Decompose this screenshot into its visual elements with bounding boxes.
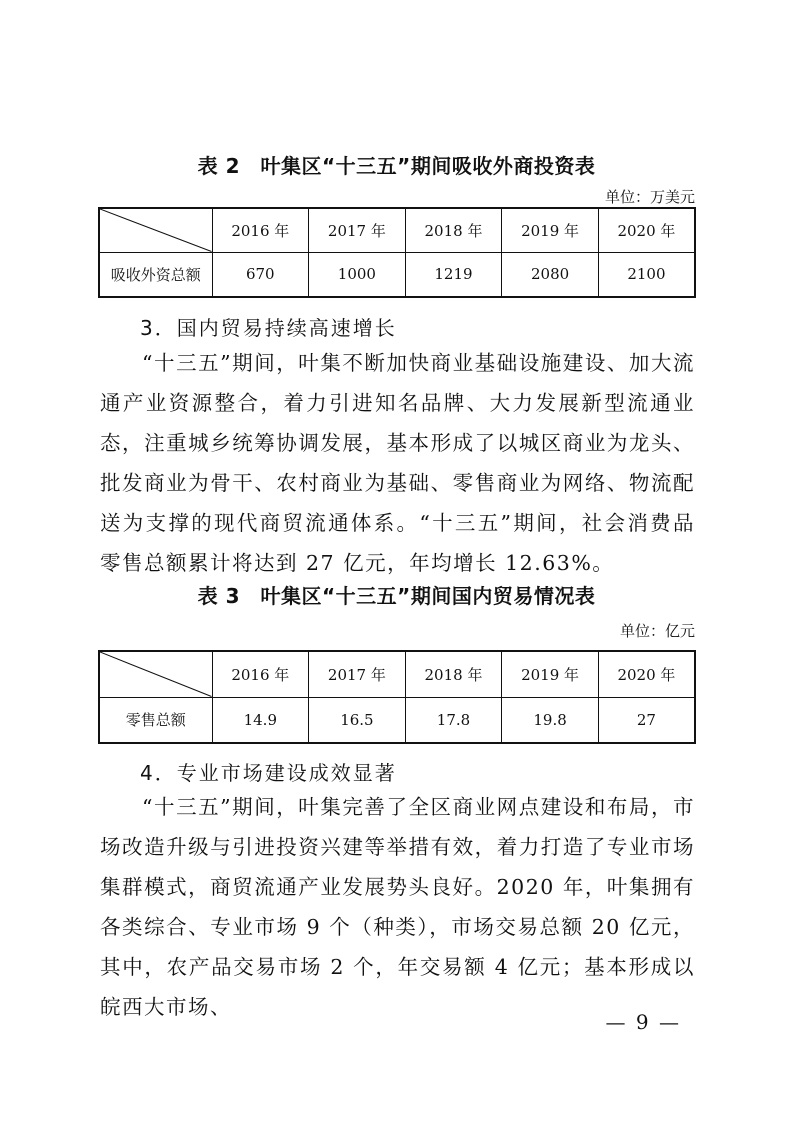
table3-value: 19.8 <box>502 697 599 743</box>
table2-value: 1219 <box>405 252 502 297</box>
table2-year: 2019 年 <box>502 208 599 252</box>
table3-year: 2020 年 <box>598 651 695 697</box>
table3-data-row <box>99 697 695 743</box>
table3-title: 表 3 叶集区“十三五”期间国内贸易情况表 <box>197 584 596 608</box>
table3-row-label: 零售总额 <box>99 697 212 743</box>
section3-paragraph <box>100 343 695 583</box>
table3-year: 2018 年 <box>405 651 502 697</box>
table3-year: 2017 年 <box>309 651 406 697</box>
table2-year: 2018 年 <box>405 208 502 252</box>
table2-value: 670 <box>212 252 309 297</box>
table3-value: 27 <box>598 697 695 743</box>
table2 <box>98 207 696 298</box>
table3-unit: 单位：亿元 <box>619 622 695 640</box>
table2-year: 2020 年 <box>598 208 695 252</box>
table3-value: 16.5 <box>309 697 406 743</box>
table2-corner-cell <box>99 208 212 252</box>
section4-paragraph <box>100 787 695 1027</box>
table3-year: 2019 年 <box>502 651 599 697</box>
table2-title: 表 2 叶集区“十三五”期间吸收外商投资表 <box>197 154 596 178</box>
table2-unit: 单位：万美元 <box>604 188 695 206</box>
table2-value: 2080 <box>502 252 599 297</box>
table3 <box>98 650 696 744</box>
table3-year: 2016 年 <box>212 651 309 697</box>
section3-heading: 3．国内贸易持续高速增长 <box>140 316 397 340</box>
table2-value: 2100 <box>598 252 695 297</box>
page-number: — 9 — <box>605 1010 681 1034</box>
section4-text: “十三五”期间，叶集完善了全区商业网点建设和布局，市场改造升级与引进投资兴建等举措有效，着力打造了专业市场集群模式，商贸流通产业发展势头良好。2020 年，叶集拥有各类综合、专业市场 9 个（种类），市场交易总额 20 亿元，其中，农产品交易市场 2 个，年交易额 4 亿元；基本形成以皖西大市场、 <box>100 795 695 1019</box>
table3-header-row <box>99 651 695 697</box>
section3-text: “十三五”期间，叶集不断加快商业基础设施建设、加大流通产业资源整合，着力引进知名品牌、大力发展新型流通业态，注重城乡统筹协调发展，基本形成了以城区商业为龙头、批发商业为骨干、农村商业为基础、零售商业为网络、物流配送为支撑的现代商贸流通体系。“十三五”期间，社会消费品零售总额累计将达到 27 亿元，年均增长 12.63%。 <box>100 351 695 575</box>
table3-corner-cell <box>99 651 212 697</box>
table3-value: 17.8 <box>405 697 502 743</box>
table2-value: 1000 <box>309 252 406 297</box>
table2-header-row <box>99 208 695 252</box>
table2-year: 2017 年 <box>309 208 406 252</box>
table3-value: 14.9 <box>212 697 309 743</box>
table2-data-row <box>99 252 695 297</box>
section4-heading: 4．专业市场建设成效显著 <box>140 761 397 785</box>
table2-year: 2016 年 <box>212 208 309 252</box>
table2-row-label: 吸收外资总额 <box>99 252 212 297</box>
